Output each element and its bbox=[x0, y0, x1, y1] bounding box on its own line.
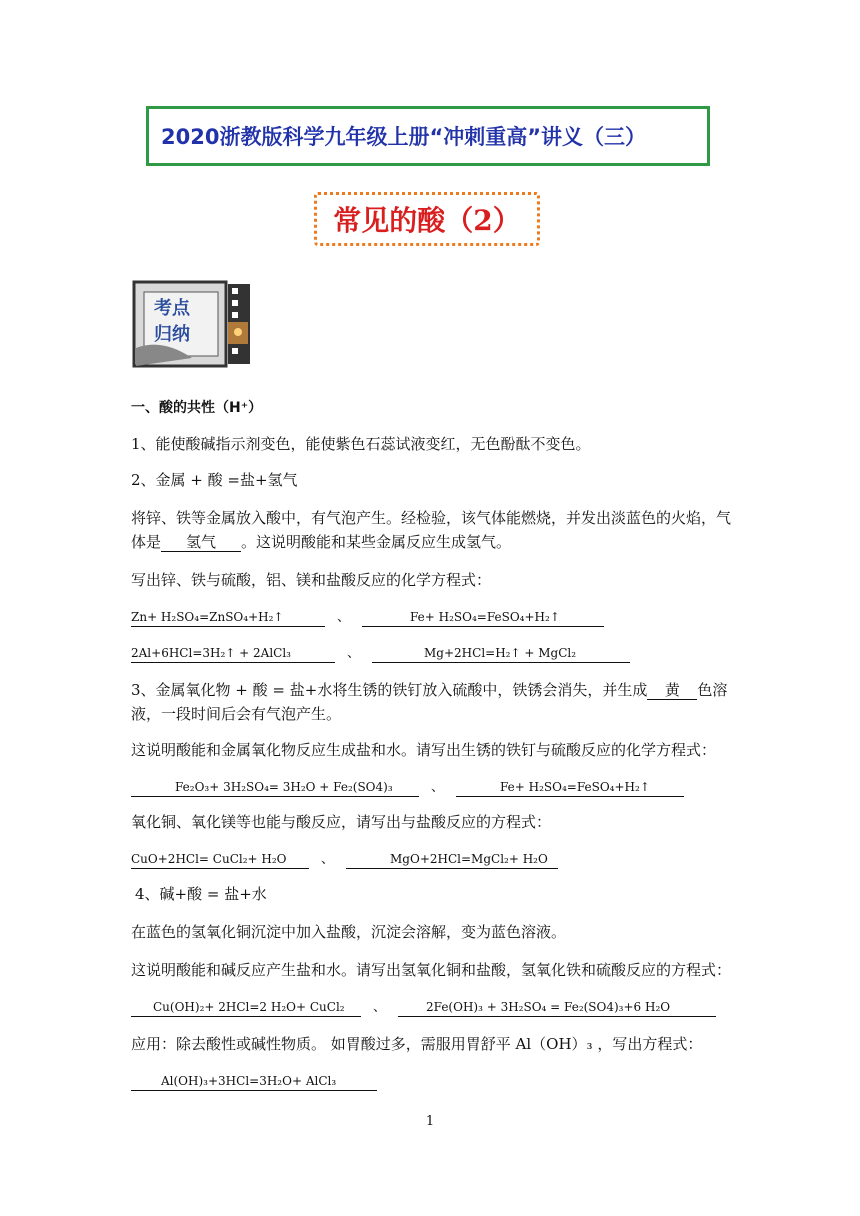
equation-zn-h2so4: Zn+ H₂SO₄=ZnSO₄+H₂↑ bbox=[131, 609, 325, 627]
separator: 、 bbox=[347, 646, 361, 661]
paragraph-metal-oxide bbox=[131, 680, 727, 700]
equation-al-hcl: 2Al+6HCl=3H₂↑ + 2AlCl₃ bbox=[131, 645, 335, 663]
equation-row-5 bbox=[131, 996, 716, 1018]
separator: 、 bbox=[373, 1000, 387, 1015]
equation-fe-h2so4-2: Fe+ H₂SO₄=FeSO₄+H₂↑ bbox=[456, 779, 684, 797]
page-number: 1 bbox=[425, 1114, 435, 1129]
equation-cuo-hcl: CuO+2HCl= CuCl₂+ H₂O bbox=[131, 851, 309, 869]
equation-row-6 bbox=[131, 1070, 377, 1091]
paragraph-indicator: 1、能使酸碱指示剂变色，能使紫色石蕊试液变红，无色酚酞不变色。 bbox=[131, 435, 591, 453]
text-segment: 。这说明酸能和某些金属反应生成氢气。 bbox=[241, 533, 512, 551]
paragraph-experiment: 将锌、铁等金属放入酸中，有气泡产生。经检验，该气体能燃烧，并发出淡蓝色的火焰，气 bbox=[131, 509, 732, 527]
paragraph-metal-acid: 2、金属 + 酸 =盐+氢气 bbox=[131, 471, 298, 489]
text-segment: 色溶 bbox=[697, 681, 728, 699]
answer-blank-hydrogen: 氢气 bbox=[161, 534, 241, 552]
paragraph-base-acid: 4、碱+酸 = 盐+水 bbox=[135, 885, 267, 903]
separator: 、 bbox=[337, 610, 351, 625]
equation-fe2o3-h2so4: Fe₂O₃+ 3H₂SO₄= 3H₂O + Fe₂(SO4)₃ bbox=[131, 779, 419, 797]
equation-mgo-hcl: MgO+2HCl=MgCl₂+ H₂O bbox=[346, 851, 558, 869]
equation-feoh3-h2so4: 2Fe(OH)₃ + 3H₂SO₄ = Fe₂(SO4)₃+6 H₂O bbox=[398, 999, 716, 1017]
paragraph-base-equations: 这说明酸能和碱反应产生盐和水。请写出氢氧化铜和盐酸，氢氧化铁和硫酸反应的方程式： bbox=[131, 961, 732, 979]
text-segment: 体是 bbox=[131, 533, 162, 551]
equation-row-1 bbox=[131, 606, 604, 628]
separator: 、 bbox=[431, 780, 445, 795]
separator: 、 bbox=[321, 852, 335, 867]
badge-text-bottom: 归纳 bbox=[154, 324, 190, 345]
page-subtitle: 常见的酸（2） bbox=[333, 204, 521, 237]
paragraph-experiment-cont bbox=[131, 532, 511, 552]
equation-row-3 bbox=[131, 776, 684, 798]
equation-mg-hcl: Mg+2HCl=H₂↑ + MgCl₂ bbox=[372, 645, 630, 663]
equation-row-4 bbox=[131, 848, 558, 870]
answer-blank-yellow: 黄 bbox=[647, 682, 697, 700]
paragraph-write-equations: 写出锌、铁与硫酸，铝、镁和盐酸反应的化学方程式： bbox=[131, 571, 492, 589]
equation-row-2 bbox=[131, 642, 630, 664]
equation-fe-h2so4: Fe+ H₂SO₄=FeSO₄+H₂↑ bbox=[362, 609, 604, 627]
page-title: 2020浙教版科学九年级上册“冲刺重高”讲义（三） bbox=[161, 125, 647, 149]
paragraph-oxides: 氧化铜、氧化镁等也能与酸反应，请写出与盐酸反应的方程式： bbox=[131, 813, 552, 831]
section-heading: 一、酸的共性（H⁺） bbox=[131, 400, 263, 416]
equation-aloh3-hcl: Al(OH)₃+3HCl=3H₂O+ AlCl₃ bbox=[131, 1073, 377, 1091]
key-points-badge-icon bbox=[132, 278, 254, 370]
paragraph-metal-oxide-cont: 液，一段时间后会有气泡产生。 bbox=[131, 705, 342, 723]
paragraph-copper-hydroxide: 在蓝色的氢氧化铜沉淀中加入盐酸，沉淀会溶解，变为蓝色溶液。 bbox=[131, 923, 567, 941]
equation-cuoh2-hcl: Cu(OH)₂+ 2HCl=2 H₂O+ CuCl₂ bbox=[131, 999, 361, 1017]
text-segment: 3、金属氧化物 + 酸 = 盐+水将生锈的铁钉放入硫酸中，铁锈会消失，并生成 bbox=[131, 681, 648, 699]
paragraph-application: 应用：除去酸性或碱性物质。 如胃酸过多，需服用胃舒平 Al（OH）₃ ，写出方程式： bbox=[131, 1035, 703, 1053]
badge-text-top: 考点 bbox=[154, 298, 190, 319]
paragraph-rusty-nail: 这说明酸能和金属氧化物反应生成盐和水。请写出生锈的铁钉与硫酸反应的化学方程式： bbox=[131, 741, 717, 759]
title-box bbox=[146, 106, 710, 166]
subtitle-box bbox=[314, 192, 540, 246]
